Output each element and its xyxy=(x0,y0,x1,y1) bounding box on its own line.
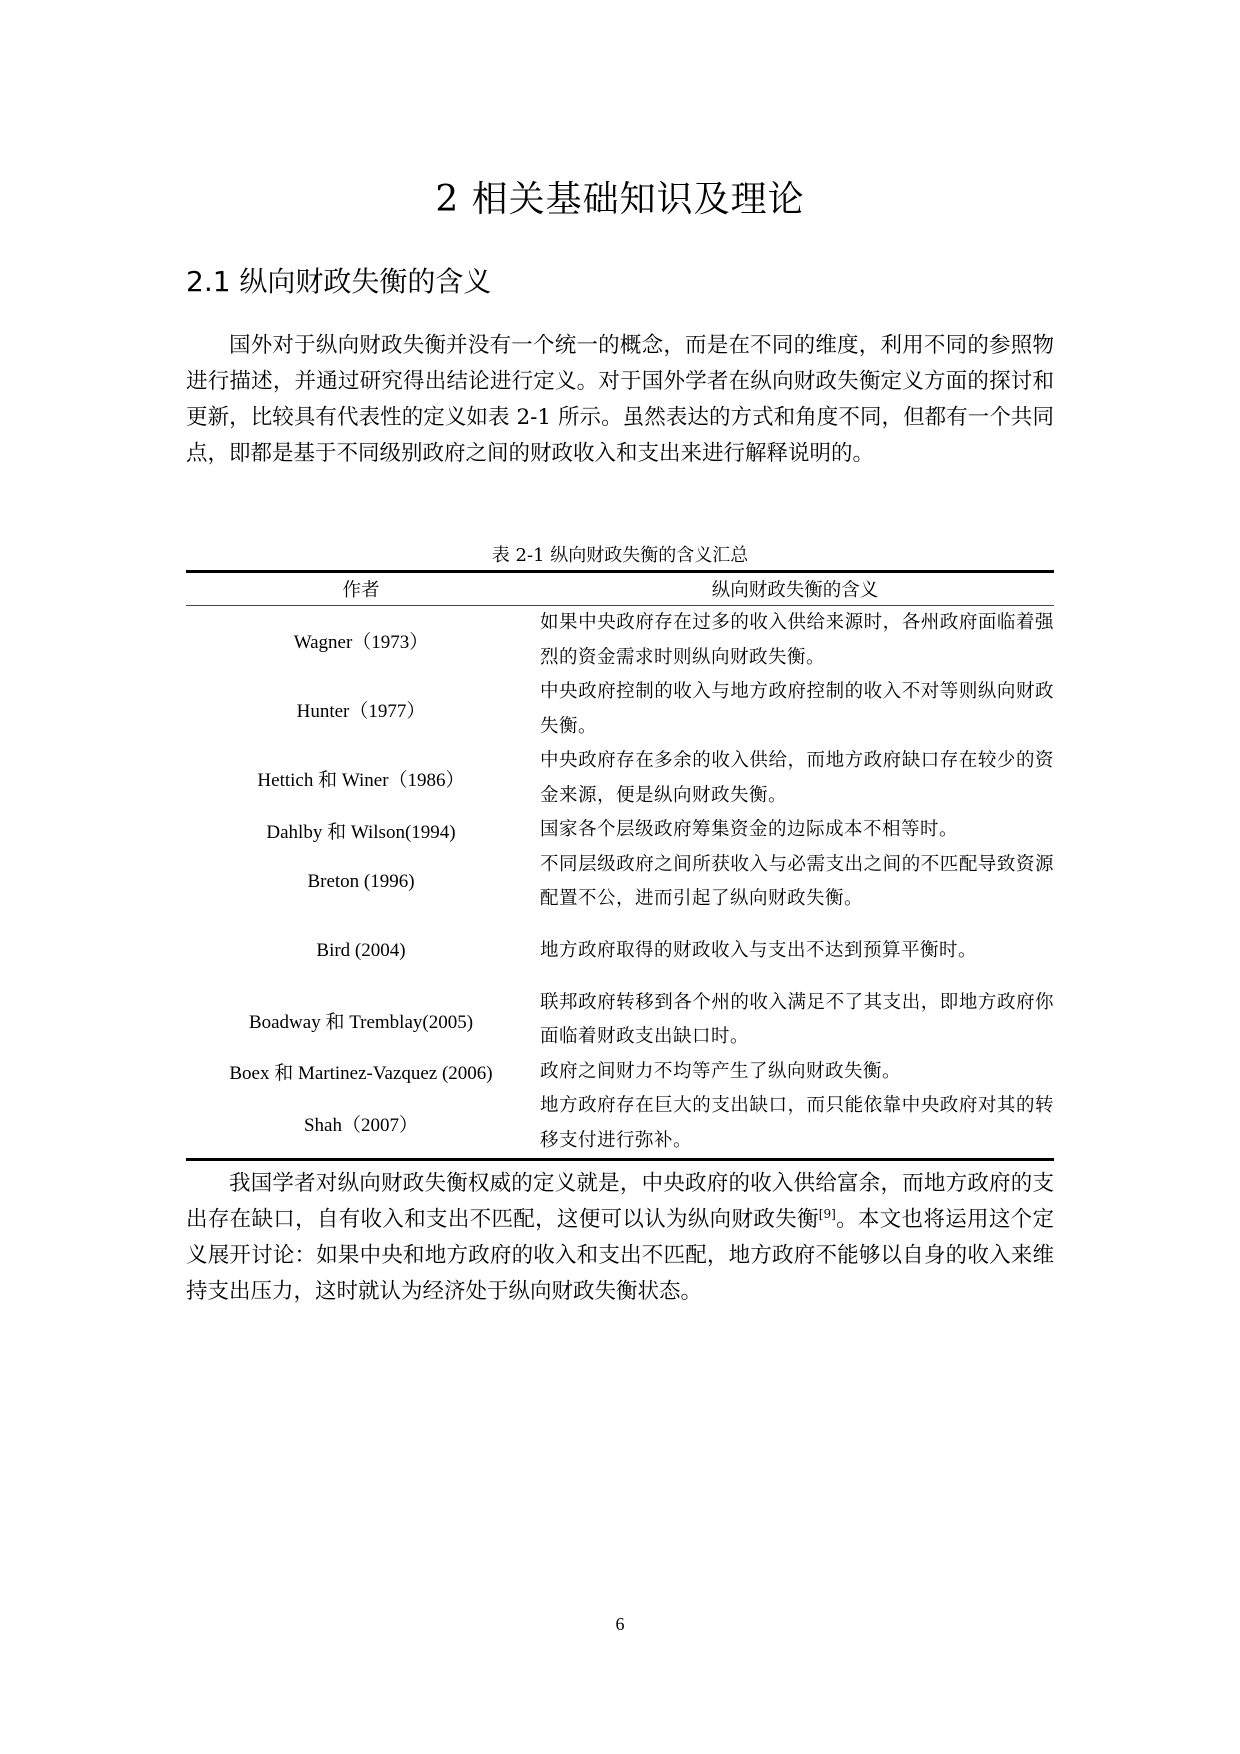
table-row xyxy=(186,675,1054,744)
table-caption: 表 2-1 纵向财政失衡的含义汇总 xyxy=(491,545,749,566)
meaning-cell: 中央政府控制的收入与地方政府控制的收入不对等则纵向财政失衡。 xyxy=(540,681,1054,737)
table-row xyxy=(186,744,1054,813)
definitions-table xyxy=(186,570,1054,1161)
author-cell: Hunter（1977） xyxy=(296,701,426,722)
table-row xyxy=(186,917,1054,986)
chapter-title: 2 相关基础知识及理论 xyxy=(435,179,805,220)
author-cell: Wagner（1973） xyxy=(293,632,429,653)
meaning-cell: 不同层级政府之间所获收入与必需支出之间的不匹配导致资源配置不公，进而引起了纵向财政失衡。 xyxy=(540,853,1054,909)
header-meaning: 纵向财政失衡的含义 xyxy=(536,572,1054,606)
definition-paragraph xyxy=(186,1166,1054,1310)
table-row xyxy=(186,986,1054,1055)
table-header-row xyxy=(186,572,1054,606)
meaning-cell: 中央政府存在多余的收入供给，而地方政府缺口存在较少的资金来源，便是纵向财政失衡。 xyxy=(540,750,1054,806)
paragraph-text-before: 我国学者对纵向财政失衡权威的定义就是，中央政府的收入供给富余，而地方政府的支出存在缺口，自有收入和支出不匹配，这便可以认为纵向财政失衡 xyxy=(186,1171,1054,1232)
citation-reference[interactable]: [9] xyxy=(818,1206,836,1221)
intro-paragraph: 国外对于纵向财政失衡并没有一个统一的概念，而是在不同的维度，利用不同的参照物进行描述，并通过研究得出结论进行定义。对于国外学者在纵向财政失衡定义方面的探讨和更新，比较具有代表性的定义如表 2-1 所示。虽然表达的方式和角度不同，但都有一个共同点，即都是基于不同级别政府之间的财政收入和支出来进行解释说明的。 xyxy=(186,333,1054,466)
author-cell: Bird (2004) xyxy=(316,940,406,961)
author-cell: Boex 和 Martinez-Vazquez (2006) xyxy=(229,1063,493,1085)
paragraph-text-after: 。本文也将运用这个定义展开讨论：如果中央和地方政府的收入和支出不匹配，地方政府不能够以自身的收入来维持支出压力，这时就认为经济处于纵向财政失衡状态。 xyxy=(186,1207,1054,1304)
meaning-cell: 地方政府存在巨大的支出缺口，而只能依靠中央政府对其的转移支付进行弥补。 xyxy=(540,1095,1054,1151)
meaning-cell: 国家各个层级政府筹集资金的边际成本不相等时。 xyxy=(540,819,959,840)
author-cell: Breton (1996) xyxy=(307,871,415,892)
table-row xyxy=(186,848,1054,917)
meaning-cell: 地方政府取得的财政收入与支出不达到预算平衡时。 xyxy=(540,939,978,961)
table-row xyxy=(186,1055,1054,1090)
section-title: 2.1 纵向财政失衡的含义 xyxy=(186,265,492,298)
table-row xyxy=(186,813,1054,848)
table-row xyxy=(186,606,1054,676)
table-row xyxy=(186,1089,1054,1160)
author-cell: Dahlby 和 Wilson(1994) xyxy=(266,821,456,843)
meaning-cell: 联邦政府转移到各个州的收入满足不了其支出，即地方政府你面临着财政支出缺口时。 xyxy=(540,991,1054,1047)
author-cell: Boadway 和 Tremblay(2005) xyxy=(248,1011,474,1033)
header-author: 作者 xyxy=(186,572,536,606)
author-cell: Hettich 和 Winer（1986） xyxy=(257,770,465,791)
author-cell: Shah（2007） xyxy=(303,1115,418,1136)
meaning-cell: 如果中央政府存在过多的收入供给来源时，各州政府面临着强烈的资金需求时则纵向财政失衡。 xyxy=(540,612,1054,668)
page-number: 6 xyxy=(615,1614,625,1634)
meaning-cell: 政府之间财力不均等产生了纵向财政失衡。 xyxy=(540,1060,902,1082)
